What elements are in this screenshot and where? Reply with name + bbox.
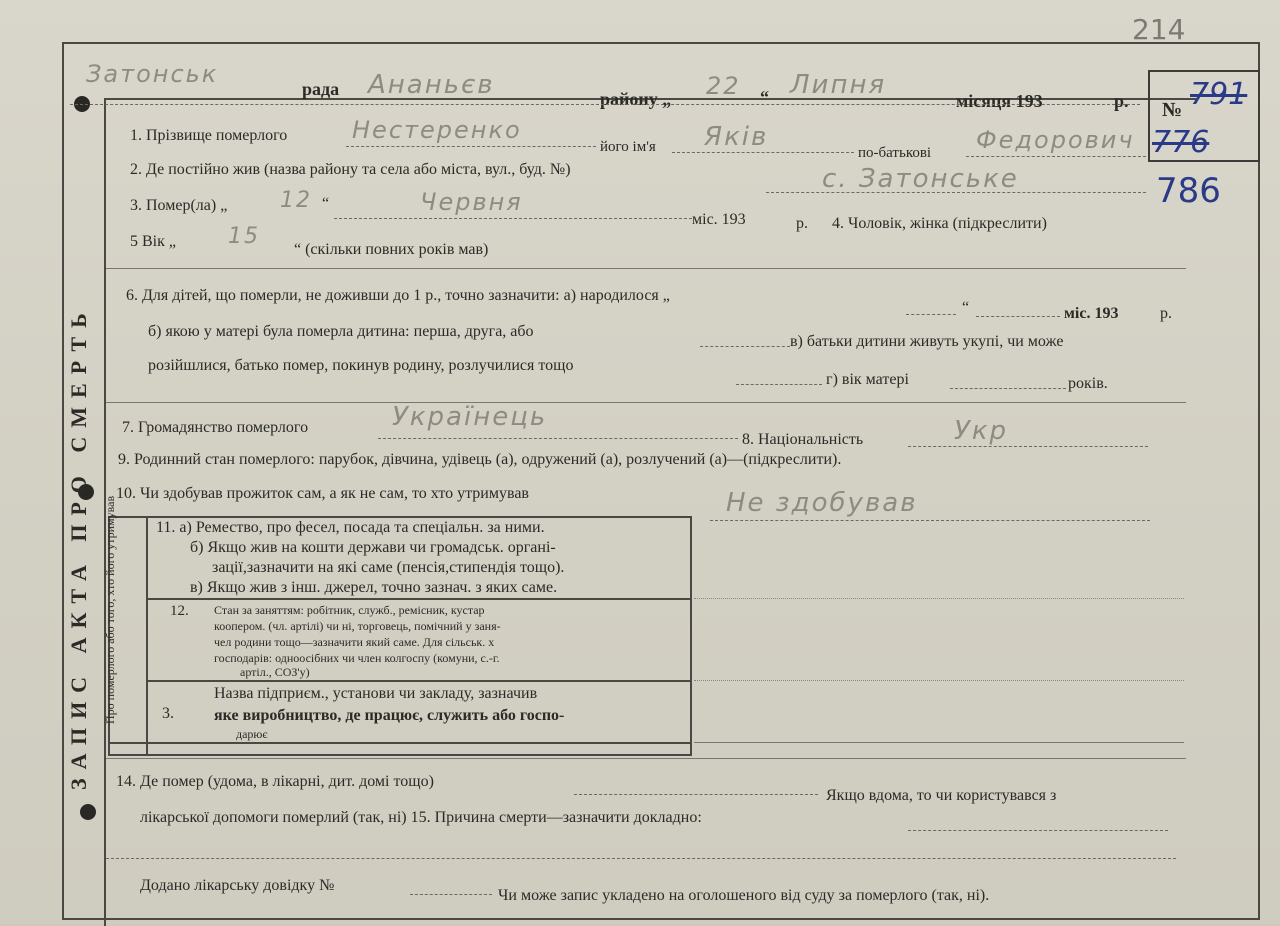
record-number-crossed-1: 791 [1190, 77, 1248, 112]
item11-b2: зації,зазначити на які саме (пенсія,стипендія тощо). [212, 559, 565, 576]
item6-month-dots [976, 316, 1060, 317]
item6-day-dots [906, 314, 956, 315]
item6-mother-age-dots [950, 388, 1066, 389]
item7-citizenship-handwritten: Українець [392, 402, 548, 432]
item3-month-dots [334, 218, 692, 219]
item11-c: в) Якщо жив з інш. джерел, точно зазнач. з яких саме. [190, 579, 558, 596]
header-rada-label: рада [302, 79, 340, 99]
item1-label: 1. Прізвище померлого [130, 127, 288, 144]
item7-dots [378, 438, 738, 439]
box-vertical-note: Про померлого або того, хто його утримував [103, 495, 117, 724]
header-year-suffix: р. [1114, 91, 1129, 111]
footer-cert-dots [410, 894, 492, 895]
record-number-current: 786 [1156, 171, 1221, 211]
item13-num: 3. [162, 705, 174, 722]
footer-b: Чи може запис укладено на оголошеного від суду за померлого (так, ні). [498, 887, 990, 904]
item11-a: 11. а) Ремество, про фесел, посада та спеціальн. за ними. [156, 519, 545, 536]
header-raion-handwritten: Ананьєв [368, 70, 495, 100]
item3-label: 3. Помер(ла) „ [130, 197, 228, 214]
item5-age-handwritten: 15 [228, 224, 260, 249]
header-council-handwritten: Затонськ [86, 60, 219, 88]
item6-line1-d: р. [1160, 305, 1172, 322]
item7-label: 7. Громадянство померлого [122, 419, 309, 436]
item1-name-handwritten: Яків [704, 122, 769, 152]
item6-line1-a: 6. Для дітей, що померли, не доживши до 1 р., точно зазначити: а) народилося „ [126, 287, 670, 304]
item3-year-suffix: р. [796, 215, 808, 232]
punch-hole-bottom [80, 804, 96, 820]
box-rule-1 [148, 598, 692, 600]
header-day-handwritten: 22 [706, 72, 741, 100]
item12-line1: Стан за заняттям: робітник, служб., ремісник, кустар [214, 603, 485, 617]
answer-rule-2 [694, 680, 1184, 681]
item8-nationality-handwritten: Укр [954, 416, 1009, 446]
item3-month-label: міс. 193 [692, 211, 746, 228]
record-number-label: № [1162, 99, 1183, 121]
item9-label: 9. Родинний стан померлого: парубок, дівчина, удівець (а), одружений (а), розлучений (а)—(підкреслити). [118, 451, 842, 468]
item15-dots-2 [106, 858, 1176, 859]
item6-line2-a: б) якою у матері була померла дитина: перша, друга, або [148, 323, 534, 340]
answer-rule-1 [694, 598, 1184, 599]
rule-after-item6 [106, 402, 1186, 403]
header-raionu-label: району „ [600, 89, 672, 109]
answer-rule-3 [694, 742, 1184, 743]
side-title: ЗАПИС АКТА ПРО СМЕРТЬ [66, 304, 91, 790]
item6-line3-c: років. [1068, 375, 1108, 392]
item13-line1: Назва підприєм., установи чи закладу, зазначив [214, 685, 538, 702]
item10-label: 10. Чи здобував прожиток сам, а як не сам, то хто утримував [116, 485, 529, 502]
item3-month-handwritten: Червня [420, 188, 523, 216]
item6-line1-c: міс. 193 [1064, 305, 1119, 322]
item6-parents-dots [736, 384, 822, 385]
item15-dots [908, 830, 1168, 831]
rule-after-item5 [106, 268, 1186, 269]
item12-line3: чел родини тощо—зазначити який саме. Для сільськ. х [214, 635, 495, 649]
item6-line2-b: в) батьки дитини живуть укупі, чи може [790, 333, 1064, 350]
item1-patronymic-label: по-батькові [858, 145, 932, 161]
header-month-label: місяця 193 [956, 91, 1043, 111]
item11-b1: б) Якщо жив на кошти держави чи громадськ. органі- [190, 539, 556, 556]
rule-after-box [106, 758, 1186, 759]
item2-label: 2. Де постійно жив (назва району та села або міста, вул., буд. №) [130, 161, 571, 178]
item8-dots [908, 446, 1148, 447]
footer-a: Додано лікарську довідку № [140, 877, 335, 894]
item3-quote: “ [322, 195, 330, 212]
item1-name-dots [672, 152, 854, 153]
item12-line4: господарів: одноосібних чи член колгоспу (комуни, с.-г. [214, 651, 500, 665]
item5-tail: “ (скільки повних років мав) [294, 241, 489, 258]
item2-residence-handwritten: с. Затонське [822, 164, 1019, 194]
item5-label: 5 Вік „ [130, 233, 176, 250]
item10-support-handwritten: Не здобував [726, 488, 918, 518]
item13-line3: дарює [236, 727, 268, 741]
item4-label: 4. Чоловік, жінка (підкреслити) [832, 215, 1047, 232]
item6-line3-a: розійшлися, батько помер, покинув родину, розлучилися тощо [148, 357, 574, 374]
item14-dots [574, 794, 818, 795]
page-number: 214 [1132, 13, 1186, 46]
item1-patronymic-handwritten: Федорович [976, 126, 1135, 154]
item6-line1-b: “ [962, 299, 970, 316]
item13-line2: яке виробництво, де працює, служить або госпо- [214, 707, 565, 724]
item14-a: 14. Де помер (удома, в лікарні, дит. домі тощо) [116, 773, 434, 790]
box-divider [146, 516, 148, 756]
item1-name-label: його ім'я [600, 139, 656, 155]
item10-dots [710, 520, 1150, 521]
item6-line3-b: г) вік матері [826, 371, 909, 388]
box-rule-2 [148, 680, 692, 682]
item2-dots [766, 192, 1146, 193]
header-quote: “ [760, 87, 769, 107]
box-rule-bottom [108, 742, 692, 744]
item8-label: 8. Національність [742, 431, 864, 448]
header-rule [70, 104, 1140, 105]
item1-surname-handwritten: Нестеренко [352, 116, 522, 144]
item14-b: Якщо вдома, то чи користувався з [826, 787, 1057, 804]
header-month-handwritten: Липня [790, 70, 887, 100]
item14-c: лікарської допомоги померлий (так, ні) 15. Причина смерти—зазначити докладно: [140, 809, 702, 826]
item12-line2: коопером. (чл. артілі) чи ні, торговець, помічний у заня- [214, 619, 501, 633]
item6-order-dots [700, 346, 790, 347]
item3-day-handwritten: 12 [280, 188, 312, 213]
item1-surname-dots [346, 146, 596, 147]
item12-line5: артіл., СОЗ'у) [240, 665, 310, 679]
record-number-crossed-2: 776 [1152, 125, 1210, 160]
item1-patronymic-dots [966, 156, 1146, 157]
item12-num: 12. [170, 603, 189, 619]
